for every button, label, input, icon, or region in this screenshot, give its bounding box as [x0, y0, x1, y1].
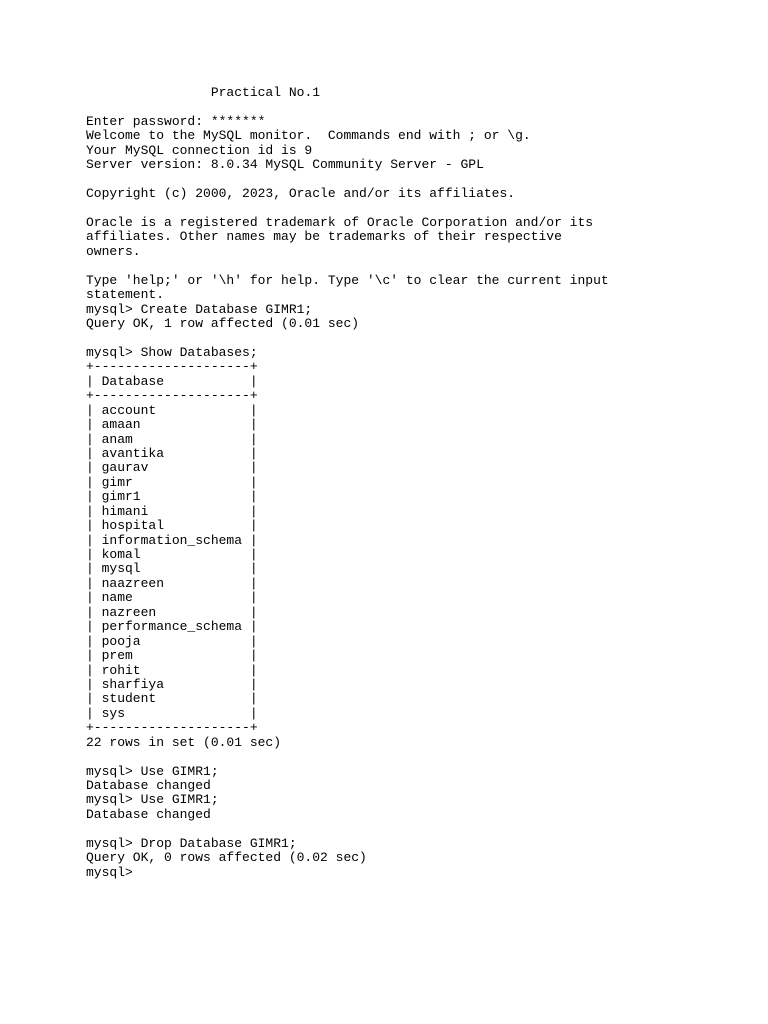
create-block [86, 303, 746, 332]
trademark-line: Oracle is a registered trademark of Oracle Corporation and/or its [86, 214, 594, 230]
trademark-line: owners. [86, 243, 141, 259]
table-row: | gimr | [86, 474, 258, 490]
table-row: | sharfiya | [86, 676, 258, 692]
table-border-top: +--------------------+ [86, 359, 258, 375]
drop-line: mysql> Drop Database GIMR1; [86, 835, 297, 851]
create-result: Query OK, 1 row affected (0.01 sec) [86, 316, 360, 331]
table-row: | komal | [86, 547, 258, 562]
spacer [86, 331, 746, 345]
table-row: | rohit | [86, 662, 258, 678]
spacer [86, 259, 746, 273]
spacer [86, 822, 746, 836]
use-line: Database changed [86, 778, 211, 793]
login-block [86, 115, 746, 173]
table-row: | mysql | [86, 561, 258, 577]
rows-in-set: 22 rows in set (0.01 sec) [86, 734, 282, 750]
login-line: Welcome to the MySQL monitor. Commands end with ; or \g. [86, 128, 531, 144]
table-row: | gaurav | [86, 460, 258, 476]
table-border-mid: +--------------------+ [86, 388, 258, 404]
use-line: mysql> Use GIMR1; [86, 763, 219, 779]
login-line: Enter password: ******* [86, 113, 266, 129]
table-row: | performance_schema | [86, 619, 258, 635]
page-title-text: Practical No.1 [210, 85, 321, 100]
trademark-line: affiliates. Other names may be trademarks of their respective [86, 229, 562, 245]
drop-block [86, 837, 746, 880]
trademark-block [86, 216, 746, 259]
table-row: | anam | [86, 431, 258, 447]
table-header: | Database | [86, 373, 258, 389]
document-page [86, 86, 746, 880]
table-row: | student | [86, 691, 258, 707]
table-row: | gimr1 | [86, 489, 258, 505]
copyright-line: Copyright (c) 2000, 2023, Oracle and/or its affiliates. [86, 186, 516, 202]
table-row: | pooja | [86, 633, 258, 649]
show-databases-command: mysql> Show Databases; [86, 344, 258, 360]
table-row: | avantika | [86, 445, 258, 461]
table-border-bottom: +--------------------+ [86, 720, 258, 736]
table-row: | naazreen | [86, 575, 258, 591]
table-row: | account | [86, 402, 258, 418]
mysql-prompt: mysql> [86, 864, 133, 880]
spacer [86, 750, 746, 764]
use-block [86, 765, 746, 823]
login-line: Your MySQL connection id is 9 [86, 142, 313, 158]
spacer [86, 202, 746, 216]
use-line: mysql> Use GIMR1; [86, 792, 219, 808]
table-rows [86, 404, 746, 722]
create-command: mysql> Create Database GIMR1; [86, 301, 313, 317]
table-row: | name | [86, 590, 258, 606]
table-row: | amaan | [86, 417, 258, 433]
drop-line: Query OK, 0 rows affected (0.02 sec) [86, 850, 367, 866]
page-title [86, 86, 746, 100]
login-line: Server version: 8.0.34 MySQL Community Server - GPL [86, 157, 484, 173]
help-block [86, 274, 746, 303]
databases-table [86, 360, 746, 735]
help-line: statement. [86, 287, 165, 303]
table-row: | nazreen | [86, 604, 258, 620]
spacer [86, 173, 746, 187]
table-row: | hospital | [86, 518, 258, 534]
table-row: | prem | [86, 648, 258, 664]
table-row: | sys | [86, 705, 258, 721]
table-row: | himani | [86, 503, 258, 519]
help-line: Type 'help;' or '\h' for help. Type '\c' to clear the current input [86, 272, 609, 288]
spacer [86, 100, 746, 114]
table-row: | information_schema | [86, 532, 258, 548]
use-line: Database changed [86, 806, 211, 822]
